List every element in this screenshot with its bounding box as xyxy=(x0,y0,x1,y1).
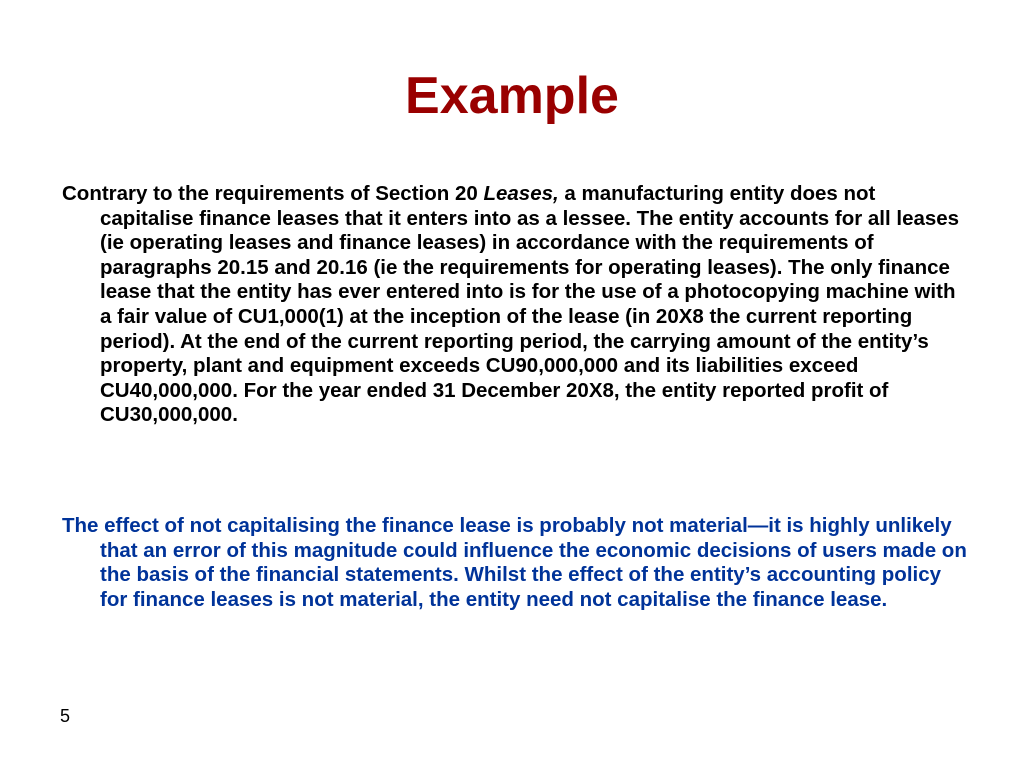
page-number: 5 xyxy=(60,706,71,726)
conclusion-paragraph: The effect of not capitalising the finance lease is probably not material—it is highly unlikely that an error of this magnitude could influence the economic decisions of users made on the basis of the financial statements. Whilst the effect of the entity’s accounting policy for finance leases is not material, the entity need not capitalise the finance lease. xyxy=(62,514,967,611)
section-name-italic: Leases, xyxy=(483,182,559,205)
example-text-start: Contrary to the requirements of Section 20 xyxy=(62,182,484,205)
slide-title: Example xyxy=(405,67,619,125)
example-paragraph xyxy=(62,182,967,428)
example-text-rest: a manufacturing entity does not capitalise finance leases that it enters into as a lessee. The entity accounts for all leases (ie operating leases and finance leases) in accordance with the requirements of paragraphs 20.15 and 20.16 (ie the requirements for operating leases). The only finance lease that the entity has ever entered into is for the use of a photocopying machine with a fair value of CU1,000(1) at the inception of the lease (in 20X8 the current reporting period). At the end of the current reporting period, the carrying amount of the entity’s property, plant and equipment exceeds CU90,000,000 and its liabilities exceed CU40,000,000. For the year ended 31 December 20X8, the entity reported profit of CU30,000,000. xyxy=(100,182,960,427)
